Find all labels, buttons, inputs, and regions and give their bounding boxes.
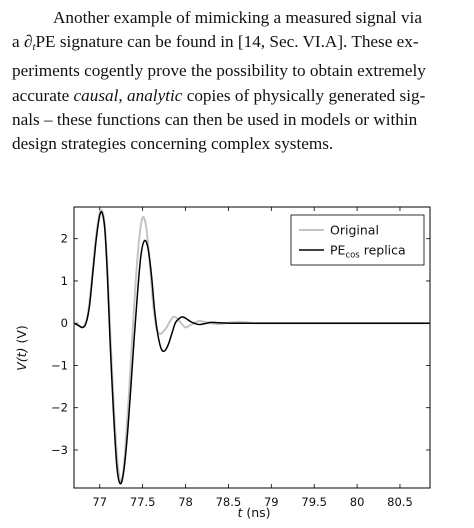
partial-derivative-symbol: ∂ (23, 32, 33, 52)
y-axis-var: V(t) (14, 347, 29, 371)
signal-figure (0, 190, 474, 523)
legend-replica-sub: cos (345, 250, 360, 261)
paragraph-line-4-a: accurate (12, 85, 74, 105)
y-tick-label: −3 (51, 442, 68, 457)
x-axis-label (237, 505, 270, 520)
paragraph-line-4-b: copies of physically generated sig- (182, 85, 426, 105)
paragraph-line-2 (12, 30, 474, 59)
paragraph-line-4 (12, 84, 474, 108)
x-tick-label: 80 (349, 495, 365, 509)
y-tick-label: 1 (60, 273, 68, 288)
x-axis-unit: (ns) (246, 505, 271, 520)
body-paragraph (12, 6, 474, 156)
paragraph-line-3: periments cogently prove the possibility to obtain extremely (12, 61, 426, 81)
paragraph-line-2-b: PE signature can be found in [14, Sec. VI.A]. These ex- (35, 32, 419, 52)
legend-replica-rest: replica (359, 242, 406, 258)
y-axis-unit: (V) (14, 325, 29, 344)
signal-chart (0, 190, 474, 523)
x-axis-var: t (237, 505, 243, 520)
legend-replica-base: PE (330, 242, 346, 258)
paragraph-line-1: Another example of mimicking a measured signal via (53, 8, 422, 27)
y-tick-label: 0 (60, 316, 68, 331)
x-tick-label: 77 (92, 495, 108, 509)
y-tick-label: 2 (60, 231, 68, 246)
legend (291, 215, 424, 265)
y-tick-label: −2 (51, 400, 68, 415)
paragraph-line-5: nals – these functions can then be used in models or within (12, 109, 418, 129)
paragraph-line-6: design strategies concerning complex systems. (12, 134, 334, 154)
x-tick-label: 78.5 (215, 495, 242, 509)
legend-label-original: Original (330, 222, 379, 238)
x-tick-label: 79.5 (301, 495, 327, 509)
italic-phrase: causal, analytic (73, 85, 183, 105)
paragraph-line-2-a: a (12, 32, 24, 52)
x-tick-label: 79 (263, 495, 279, 509)
x-tick-label: 80.5 (387, 495, 413, 509)
partial-derivative-subscript: t (32, 41, 36, 54)
y-tick-label: −1 (51, 358, 68, 373)
x-tick-label: 77.5 (129, 495, 156, 509)
x-tick-label: 78 (178, 495, 193, 509)
y-axis-label (14, 325, 29, 371)
